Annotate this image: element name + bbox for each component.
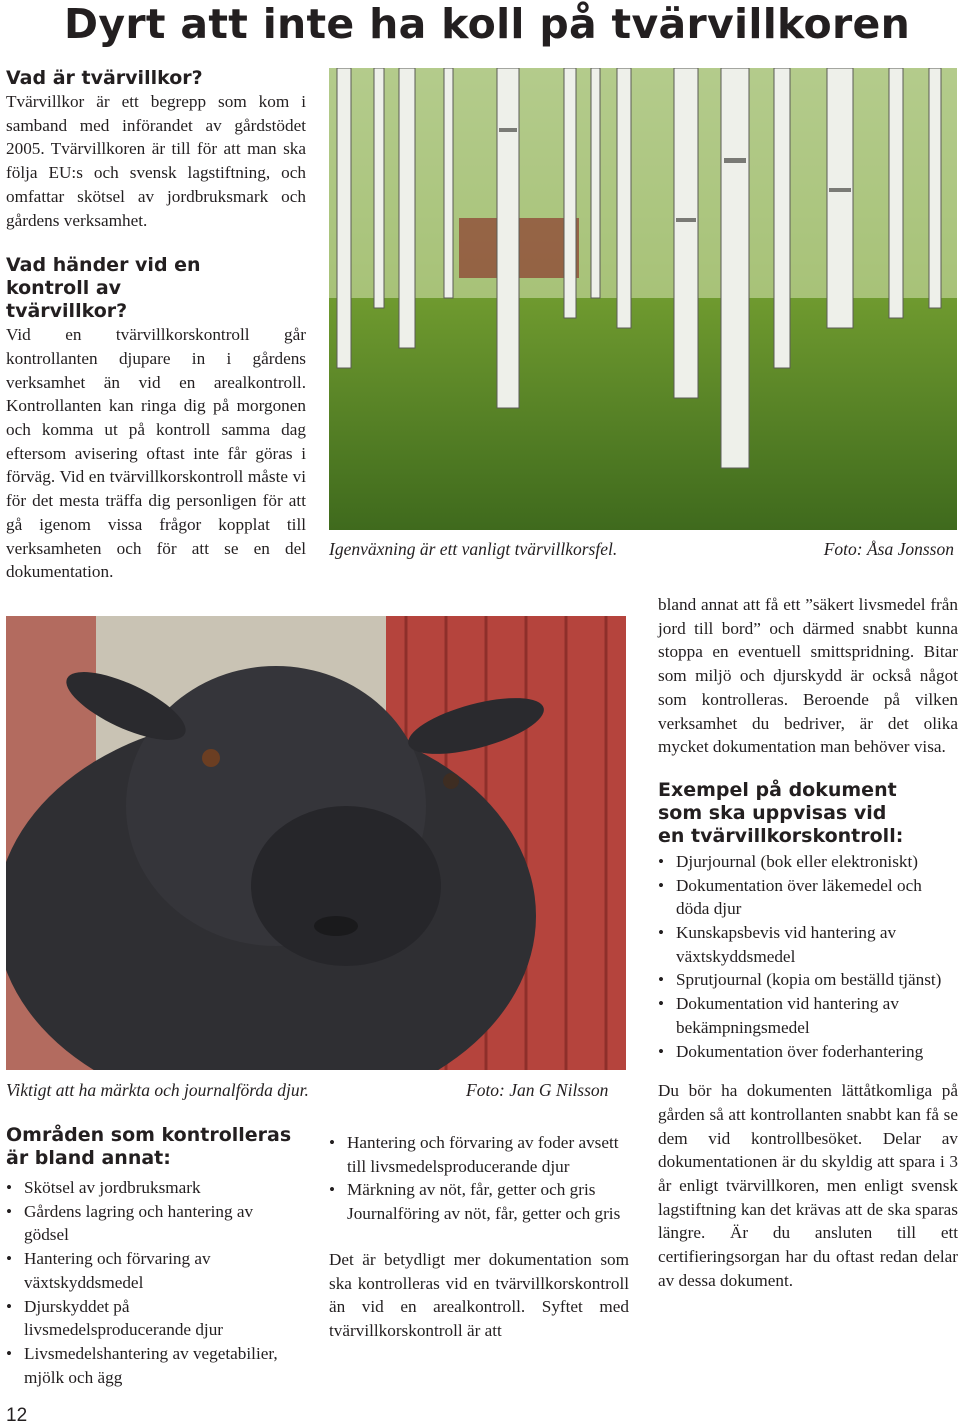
list-item: • Gårdens lagring och hantering av gödsel — [6, 1200, 278, 1247]
areas-middle-column — [329, 1131, 629, 1343]
sheep-photo-credit: Foto: Jan G Nilsson — [466, 1080, 609, 1100]
list-item: • Märkning av nöt, får, getter och gris Journalföring av nöt, får, getter och gris — [329, 1178, 629, 1225]
sheep-photo — [6, 616, 626, 1070]
section-body-what-is: Tvärvillkor är ett begrepp som kom i samband med införandet av gårdstödet 2005. Tvärvillkoren är till för att man ska följa EU:s och svensk lagstiftning, och omfattar skötsel av jordbruksmark och gårdens verksamhet. — [6, 92, 306, 230]
list-item: • Skötsel av jordbruksmark — [6, 1176, 278, 1200]
right-outro-text: Du bör ha dokumenten lättåtkomliga på gården så att kontrollanten snabbt kan få se dem vid kontrollbesöket. Delar av dokumentationen är du skyldig att spara i 3 år enligt tvärvillkoren, men enligt svensk lagstiftning kan det krävas att de ska sparas längre. Är du ansluten till ett certifieringsorgan har du oftast redan delar av dessa dokument. — [658, 1081, 958, 1290]
forest-photo — [329, 68, 957, 530]
areas-section — [6, 1124, 298, 1389]
forest-photo-credit: Foto: Åsa Jonsson — [823, 539, 954, 559]
intro-column — [6, 67, 306, 584]
list-item: • Sprutjournal (kopia om beställd tjänst) — [658, 968, 958, 992]
right-intro-text: bland annat att få ett ”säkert livsmedel från jord till bord” och därmed snabbt kunna stoppa en eventuell smittspridning. Bitar som miljö och djurskydd är också något som kontrolleras. Beroende på vilken verksamhet du bedriver, är det olika mycket dokumentation man behöver visa. — [658, 595, 958, 757]
list-item: • Djurjournal (bok eller elektroniskt) — [658, 850, 958, 874]
list-item: • Dokumentation över läkemedel och döda djur — [658, 874, 958, 921]
list-item: • Djurskyddet på livsmedelsproducerande djur — [6, 1295, 278, 1342]
list-item: • Kunskapsbevis vid hantering av växtskyddsmedel — [658, 921, 958, 968]
documents-heading: Exempel på dokument som ska uppvisas vid en tvärvillkorskontroll: — [658, 778, 904, 847]
page-number: 12 — [6, 1405, 28, 1426]
list-item: • Dokumentation vid hantering av bekämpningsmedel — [658, 992, 958, 1039]
list-item: • Hantering och förvaring av foder avsett till livsmedelsproducerande djur — [329, 1131, 629, 1178]
section-body-inspection: Vid en tvärvillkorskontroll går kontrollanten djupare in i gårdens verksamhet än vid en arealkontroll. Kontrollanten kan ringa dig på morgonen och komma ut på kontroll samma dag eftersom avisering oftast inte får göras i förväg. Vid en tvärvillkorskontroll måste vi för det mesta träffa dig personligen för att gå igenom vissa frågor kopplat till verksamheten och för att se en del dokumentation. — [6, 325, 306, 582]
page-title: Dyrt att inte ha koll på tvärvillkoren — [64, 0, 911, 48]
section-heading-what-is: Vad är tvärvillkor? — [6, 67, 203, 89]
forest-photo-caption: Igenväxning är ett vanligt tvärvillkorsfel. — [329, 539, 618, 559]
right-column — [658, 593, 958, 1293]
sheep-photo-caption: Viktigt att ha märkta och journalförda djur. — [6, 1080, 309, 1100]
middle-body-text: Det är betydligt mer dokumentation som ska kontrolleras vid en tvärvillkorskontroll än vid en arealkontroll. Syftet med tvärvillkorskontroll är att — [329, 1249, 629, 1340]
list-item: • Livsmedelshantering av vegetabilier, mjölk och ägg — [6, 1342, 278, 1389]
areas-heading: Områden som kontrolleras är bland annat: — [6, 1124, 292, 1169]
section-heading-inspection: Vad händer vid en kontroll av tvärvillkor? — [6, 254, 201, 323]
documents-list — [658, 850, 958, 1063]
list-item: • Hantering och förvaring av växtskyddsmedel — [6, 1247, 278, 1294]
areas-list-continued — [329, 1131, 629, 1226]
areas-list — [6, 1176, 278, 1389]
list-item: • Dokumentation över foderhantering — [658, 1040, 958, 1064]
